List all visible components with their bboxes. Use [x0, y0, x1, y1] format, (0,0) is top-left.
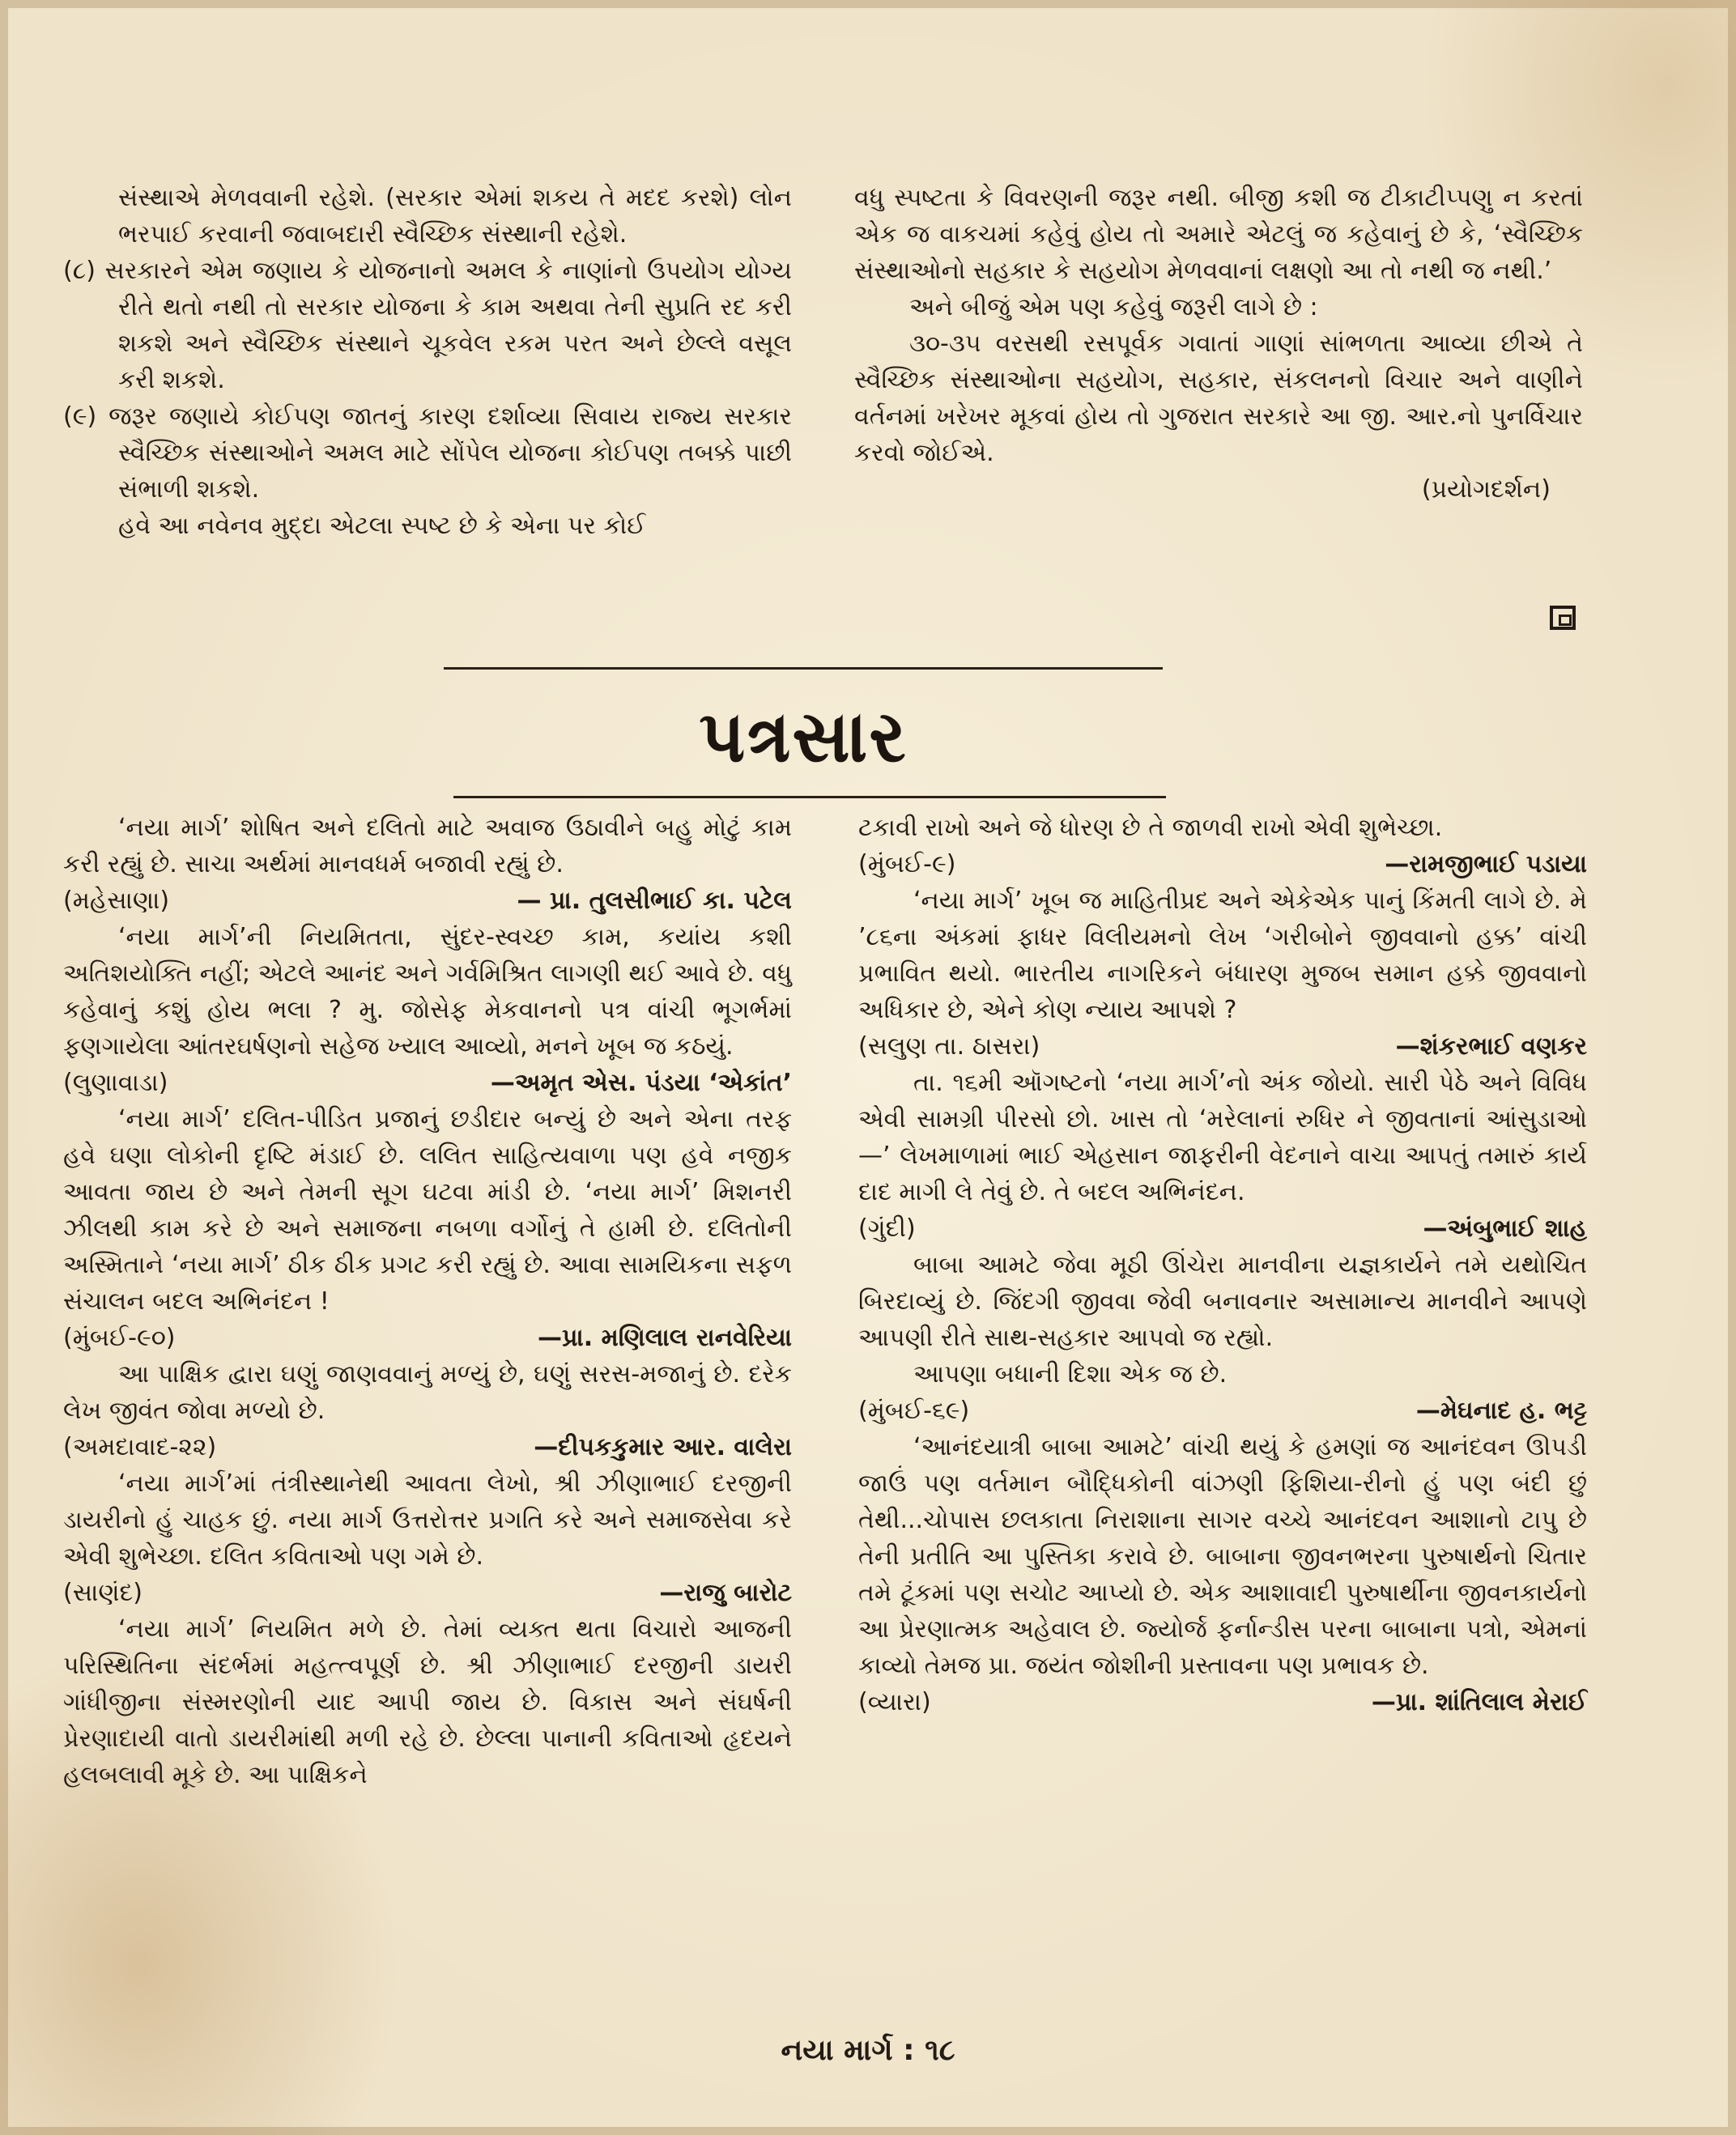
letter-text: ‘નયા માર્ગ’માં તંત્રીસ્થાનેથી આવતા લેખો, શ્રી ઝીણાભાઈ દરજીની ડાયરીનો હું ચાહક છું. નયા માર્ગ ઉત્તરોત્તર પ્રગતિ કરે અને સમાજસેવા કરે એવી શુભેચ્છા. દલિત કવિતાઓ પણ ગમે છે. [63, 1469, 792, 1571]
article-paragraph: અને બીજું એમ પણ કહેવું જરૂરી લાગે છે : [909, 293, 1318, 321]
letter-signature [858, 846, 1587, 882]
section-divider [444, 667, 1163, 670]
article-continuation-left [63, 180, 792, 544]
letter-text: આ પાક્ષિક દ્વારા ઘણું જાણવવાનું મળ્યું છે, ઘણું સરસ-મજાનું છે. દરેક લેખ જીવંત જોવા મળ્યો છે. [63, 1360, 792, 1425]
letter-place: (સલુણ તા. ઠાસરા) [858, 1032, 1040, 1061]
letter-place: (વ્યારા) [858, 1688, 931, 1716]
article-paragraph: વધુ સ્પષ્ટતા કે વિવરણની જરૂર નથી. બીજી કશી જ ટીકાટીપ્પણુ ન કરતાં એક જ વાકચમાં કહેવું હોય તો અમારે એટલું જ કહેવાનું છે કે, ‘સ્વૈચ્છિક સંસ્થાઓનો સહકાર કે સહયોગ મેળવવાનાં લક્ષણો આ તો નથી જ નથી.’ [854, 184, 1583, 285]
section-title: પત્રસાર [699, 695, 908, 778]
page-footer: નયા માર્ગ : ૧૮ [781, 2034, 955, 2067]
letter-author: —દીપકકુમાર આર. વાલેરા [534, 1433, 792, 1461]
letter-author: —રામજીભાઈ પડાયા [1385, 850, 1587, 878]
letter-signature [63, 1065, 792, 1101]
letter-text: ‘નયા માર્ગ’ શોષિત અને દલિતો માટે અવાજ ઉઠાવીને બહુ મોટું કામ કરી રહ્યું છે. સાચા અર્થમાં માનવધર્મ બજાવી રહ્યું છે. [63, 814, 792, 878]
letter-place: (સાણંદ) [63, 1579, 143, 1607]
letter-place: (ગુંદી) [858, 1214, 916, 1243]
article-paragraph: ૩૦-૩૫ વરસથી રસપૂર્વક ગવાતાં ગાણાં સાંભળતા આવ્યા છીએ તે સ્વૈચ્છિક સંસ્થાઓના સહયોગ, સહકાર, સંકલનનો વિચાર અને વાણીને વર્તનમાં ખરેખર મૂકવાં હોય તો ગુજરાત સરકારે આ જી. આર.નો પુનર્વિચાર કરવો જોઈએ. [854, 330, 1583, 467]
letter-author: —પ્રા. શાંતિલાલ મેરાઈ [1371, 1688, 1587, 1716]
letter-signature [858, 1028, 1587, 1065]
letter-text: બાબા આમટે જેવા મૂઠી ઊંચેરા માનવીના યજ્ઞકાર્યને તમે યથોચિત બિરદાવ્યું છે. જિંદગી જીવવા જેવી બનાવનાર અસામાન્ય માનવીને આપણે આપણી રીતે સાથ-સહકાર આપવો જ રહ્યો. [858, 1251, 1587, 1352]
letter-text: તા. ૧૬મી ઑગષ્ટનો ‘નયા માર્ગ’નો અંક જોયો. સારી પેઠે અને વિવિધ એવી સામગ્રી પીરસો છો. ખાસ તો ‘મરેલાનાં રુધિર ને જીવતાનાં આંસુડાઓ—’ લેખમાળામાં ભાઈ એહસાન જાફરીની વેદનાને વાચા આપતું તમારું કાર્ય દાદ માગી લે તેવું છે. તે બદલ અભિનંદન. [858, 1069, 1587, 1206]
article-paragraph: હવે આ નવેનવ મુદ્દા એટલા સ્પષ્ટ છે કે એના પર કોઈ [118, 512, 646, 540]
letter-place: (મહેસાણા) [63, 887, 170, 915]
letter-author: —અમૃત એસ. પંડયા ‘એકાંત’ [490, 1069, 792, 1097]
letter-signature [63, 882, 792, 919]
letter-place: (અમદાવાદ-૨૨) [63, 1433, 217, 1461]
letter-text: ‘નયા માર્ગ’ ખૂબ જ માહિતીપ્રદ અને એકેએક પાનું કિંમતી લાગે છે. મે ’૮૬ના અંકમાં ફાધર વિલીયમનો લેખ ‘ગરીબોને જીવવાનો હક્ક’ વાંચી પ્રભાવિત થયો. ભારતીય નાગરિકને બંધારણ મુજબ સમાન હક્કે જીવવાનો અધિકાર છે, એને કોણ ન્યાય આપશે ? [858, 887, 1587, 1024]
letters-column-left [63, 810, 792, 1793]
letter-signature [63, 1575, 792, 1611]
letter-text: ‘આનંદયાત્રી બાબા આમટે’ વાંચી થયું કે હમણાં જ આનંદવન ઊપડી જાઉં પણ વર્તમાન બૌદ્ધિકોની વાંઝણી ફિશિયા-રીનો હું પણ બંદી છું તેથી...ચોપાસ છલકાતા નિરાશાના સાગર વચ્ચે આનંદવન આશાનો ટાપુ છે તેની પ્રતીતિ આ પુસ્તિકા કરાવે છે. બાબાના જીવનભરના પુરુષાર્થનો ચિતાર તમે ટૂંકમાં પણ સચોટ આપ્યો છે. એક આશાવાદી પુરુષાર્થીના જીવનકાર્યનો આ પ્રેરણાત્મક અહેવાલ છે. જ્યોર્જ ફર્નાન્ડીસ પરના બાબાના પત્રો, એમનાં કાવ્યો તેમજ પ્રા. જયંત જોશીની પ્રસ્તાવના પણ પ્રભાવક છે. [858, 1433, 1587, 1680]
end-mark-icon [1550, 606, 1576, 630]
letter-signature [858, 1393, 1587, 1429]
letter-text: ‘નયા માર્ગ’ નિયમિત મળે છે. તેમાં વ્યક્ત થતા વિચારો આજની પરિસ્થિતિના સંદર્ભમાં મહત્ત્વપૂર્ણ છે. શ્રી ઝીણાભાઈ દરજીની ડાયરી ગાંધીજીના સંસ્મરણોની યાદ આપી જાય છે. વિકાસ અને સંઘર્ષની પ્રેરણાદાયી વાતો ડાયરીમાંથી મળી રહે છે. છેલ્લા પાનાની કવિતાઓ હૃદયને હલબલાવી મૂકે છે. આ પાક્ષિકને [63, 1615, 792, 1789]
letter-author: —શંકરભાઈ વણકર [1395, 1032, 1587, 1061]
letter-place: (મુંબઈ-૯) [858, 850, 956, 878]
letter-text: આપણા બધાની દિશા એક જ છે. [913, 1360, 1228, 1389]
letter-text: ટકાવી રાખો અને જે ધોરણ છે તે જાળવી રાખો એવી શુભેચ્છા. [858, 814, 1443, 842]
letter-signature [858, 1684, 1587, 1720]
letter-author: —પ્રા. મણિલાલ રાનવેરિયા [537, 1324, 792, 1352]
letter-text: ‘નયા માર્ગ’ની નિયમિતતા, સુંદર-સ્વચ્છ કામ, કયાંય કશી અતિશયોક્તિ નહીં; એટલે આનંદ અને ગર્વમિશ્રિત લાગણી થઈ આવે છે. વધુ કહેવાનું કશું હોય ભલા ? મુ. જોસેફ મેકવાનનો પત્ર વાંચી ભૂગર્ભમાં ફણગાયેલા આંતરઘર્ષણનો સહેજ ખ્યાલ આવ્યો, મનને ખૂબ જ કઠયું. [63, 923, 792, 1061]
article-paragraph: સંસ્થાએ મેળવવાની રહેશે. (સરકાર એમાં શકય તે મદદ કરશે) લોન ભરપાઈ કરવાની જવાબદારી સ્વૈચ્છિક સંસ્થાની રહેશે. [118, 184, 792, 249]
letter-signature [63, 1320, 792, 1356]
letter-author: —મેઘનાદ હ. ભટ્ટ [1415, 1397, 1587, 1425]
letter-place: (લુણાવાડા) [63, 1069, 168, 1097]
letter-signature [63, 1429, 792, 1465]
letter-text: ‘નયા માર્ગ’ દલિત-પીડિત પ્રજાનું છડીદાર બન્યું છે અને એના તરફ હવે ઘણા લોકોની દૃષ્ટિ મંડાઈ છે. લલિત સાહિત્યવાળા પણ હવે નજીક આવતા જાય છે અને તેમની સૂગ ઘટવા માંડી છે. ‘નયા માર્ગ’ મિશનરી ઝીલથી કામ કરે છે અને સમાજના નબળા વર્ગોનું તે હામી છે. દલિતોની અસ્મિતાને ‘નયા માર્ગ’ ઠીક ઠીક પ્રગટ કરી રહ્યું છે. આવા સામયિકના સફળ સંચાલન બદલ અભિનંદન ! [63, 1105, 792, 1316]
letters-column-right [858, 810, 1587, 1720]
article-signature: (પ્રયોગદર્શન) [1421, 475, 1551, 504]
article-continuation-right [854, 180, 1583, 508]
letter-author: —અંબુભાઈ શાહ [1423, 1214, 1587, 1243]
section-divider [453, 796, 1166, 798]
letter-place: (મુંબઈ-૬૯) [858, 1397, 970, 1425]
letter-signature [858, 1210, 1587, 1247]
letter-place: (મુંબઈ-૯૦) [63, 1324, 176, 1352]
letter-author: — પ્રા. તુલસીભાઈ કા. પટેલ [517, 887, 792, 915]
letter-author: —રાજુ બારોટ [659, 1579, 792, 1607]
article-point-8: (૮) સરકારને એમ જણાય કે યોજનાનો અમલ કે નાણાંનો ઉપયોગ યોગ્ય રીતે થતો નથી તો સરકાર યોજના કે કામ અથવા તેની સુપ્રતિ રદ કરી શકશે અને સ્વૈચ્છિક સંસ્થાને ચૂકવેલ રકમ પરત અને છેલ્લે વસૂલ કરી શકશે. [63, 257, 792, 394]
article-point-9: (૯) જરૂર જણાયે કોઈપણ જાતનું કારણ દર્શાવ્યા સિવાય રાજ્ય સરકાર સ્વૈચ્છિક સંસ્થાઓને અમલ માટે સોંપેલ યોજના કોઈપણ તબક્કે પાછી સંભાળી શકશે. [63, 402, 792, 504]
